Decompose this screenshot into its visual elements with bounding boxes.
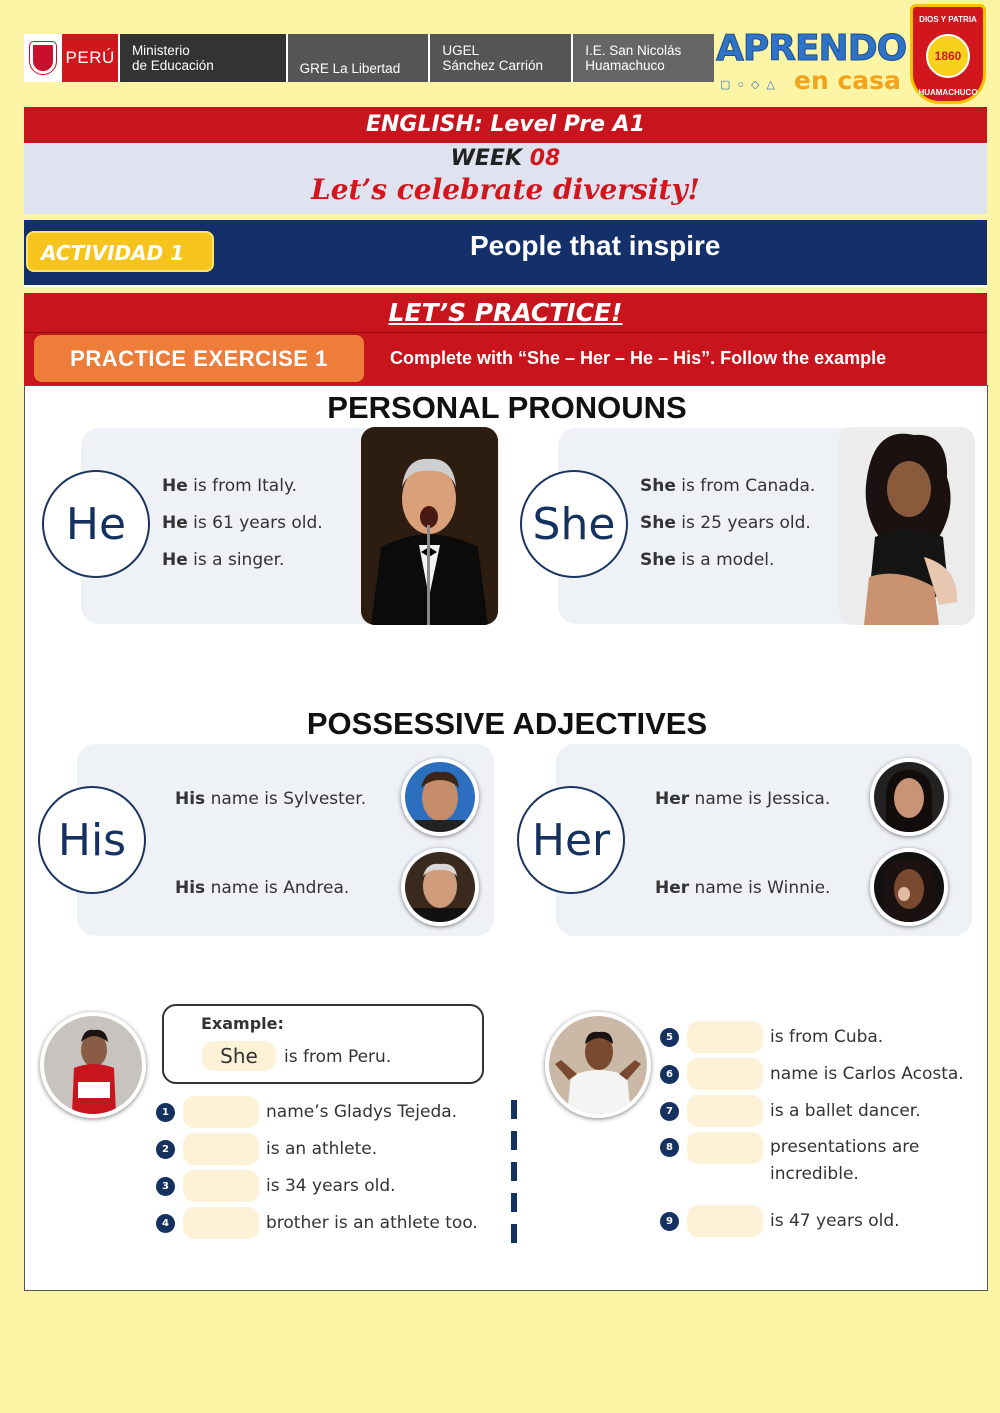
example-label: Example: [201, 1014, 284, 1033]
question-5 [660, 1021, 883, 1053]
answer-blank-7[interactable] [687, 1095, 763, 1127]
question-text: is 34 years old. [266, 1176, 396, 1196]
exercise-banner [24, 333, 987, 385]
question-9 [660, 1205, 900, 1237]
aprendo-en-casa-logo: APRENDO ▢○◇△ en casa [716, 28, 907, 95]
week-number: 08 [529, 146, 561, 171]
carlos-acosta-photo [545, 1012, 651, 1118]
question-text: name is Carlos Acosta. [770, 1064, 964, 1084]
week-label: WEEK 08 [450, 146, 561, 171]
gre-label: GRE La Libertad [286, 34, 429, 82]
question-6 [660, 1058, 964, 1090]
question-text: name’s Gladys Tejeda. [266, 1102, 458, 1122]
winnie-avatar [870, 848, 948, 926]
his-sentence-1: His name is Sylvester. [175, 789, 367, 809]
example-answer: She [202, 1041, 276, 1071]
answer-blank-4[interactable] [183, 1207, 259, 1239]
week-banner [24, 143, 987, 214]
possessive-adjectives-title: POSSESSIVE ADJECTIVES [306, 706, 708, 741]
her-circle: Her [517, 786, 625, 894]
question-2 [156, 1133, 377, 1165]
question-text: presentations are incredible. [770, 1137, 920, 1184]
question-text: brother is an athlete too. [266, 1213, 478, 1233]
question-3 [156, 1170, 396, 1202]
theme-title: Let’s celebrate diversity! [311, 173, 700, 206]
question-text: is 47 years old. [770, 1211, 900, 1231]
ministry-label: Ministerio de Educación [118, 34, 286, 82]
question-number: 6 [660, 1065, 679, 1084]
he-sentences [162, 476, 323, 587]
question-text: is an athlete. [266, 1139, 378, 1159]
answer-blank-5[interactable] [687, 1021, 763, 1053]
answer-blank-2[interactable] [183, 1133, 259, 1165]
country-label: PERÚ [62, 34, 118, 82]
column-divider [511, 1100, 517, 1255]
exercise-instruction: Complete with “She – Her – He – His”. Follow the example [390, 348, 887, 368]
she-sentence-3: She is a model. [640, 550, 775, 570]
activity-banner [24, 220, 987, 287]
question-number: 7 [660, 1102, 679, 1121]
ugel-label: UGEL Sánchez Carrión [428, 34, 571, 82]
he-sentence-2: He is 61 years old. [162, 513, 323, 533]
question-number: 8 [660, 1138, 679, 1157]
gladys-tejeda-photo [40, 1012, 146, 1118]
sylvester-avatar [401, 758, 479, 836]
question-7 [660, 1095, 921, 1127]
answer-blank-8[interactable] [687, 1132, 763, 1164]
answer-blank-6[interactable] [687, 1058, 763, 1090]
she-sentence-2: She is 25 years old. [640, 513, 811, 533]
crest-year: 1860 [926, 34, 970, 78]
his-circle: His [38, 786, 146, 894]
question-8 [660, 1132, 950, 1184]
her-sentence-1: Her name is Jessica. [655, 789, 831, 809]
jessica-avatar [870, 758, 948, 836]
model-photo [839, 427, 975, 625]
course-title: ENGLISH: Level Pre A1 [24, 107, 987, 143]
activity-badge: ACTIVIDAD 1 [26, 231, 214, 272]
activity-title: People that inspire [470, 230, 721, 261]
question-number: 5 [660, 1028, 679, 1047]
he-sentence-1: He is from Italy. [162, 476, 297, 496]
question-number: 4 [156, 1214, 175, 1233]
school-crest-logo: DIOS Y PATRIA 1860 HUAMACHUCO [910, 4, 986, 104]
question-4 [156, 1207, 478, 1239]
answer-blank-9[interactable] [687, 1205, 763, 1237]
peru-shield-icon [24, 34, 62, 82]
question-number: 2 [156, 1140, 175, 1159]
example-text: is from Peru. [284, 1047, 392, 1067]
question-text: is a ballet dancer. [770, 1101, 921, 1121]
question-1 [156, 1096, 457, 1128]
she-sentences [640, 476, 815, 587]
her-sentence-2: Her name is Winnie. [655, 878, 831, 898]
his-sentence-2: His name is Andrea. [175, 878, 350, 898]
exercise-badge: PRACTICE EXERCISE 1 [34, 335, 364, 382]
government-header [24, 34, 714, 82]
question-text: is from Cuba. [770, 1027, 884, 1047]
he-sentence-3: He is a singer. [162, 550, 285, 570]
practice-title: LET’S PRACTICE! [24, 293, 987, 333]
example-box [162, 1004, 484, 1084]
singer-photo [361, 427, 498, 625]
personal-pronouns-title: PERSONAL PRONOUNS [327, 390, 687, 425]
worksheet-panel [24, 385, 988, 1291]
question-number: 1 [156, 1103, 175, 1122]
she-sentence-1: She is from Canada. [640, 476, 816, 496]
answer-blank-3[interactable] [183, 1170, 259, 1202]
question-number: 3 [156, 1177, 175, 1196]
he-circle: He [42, 470, 150, 578]
shapes-icon: ▢○◇△ [720, 79, 782, 91]
she-circle: She [520, 470, 628, 578]
question-number: 9 [660, 1212, 679, 1231]
andrea-avatar [401, 848, 479, 926]
answer-blank-1[interactable] [183, 1096, 259, 1128]
school-label: I.E. San Nicolás Huamachuco [571, 34, 714, 82]
